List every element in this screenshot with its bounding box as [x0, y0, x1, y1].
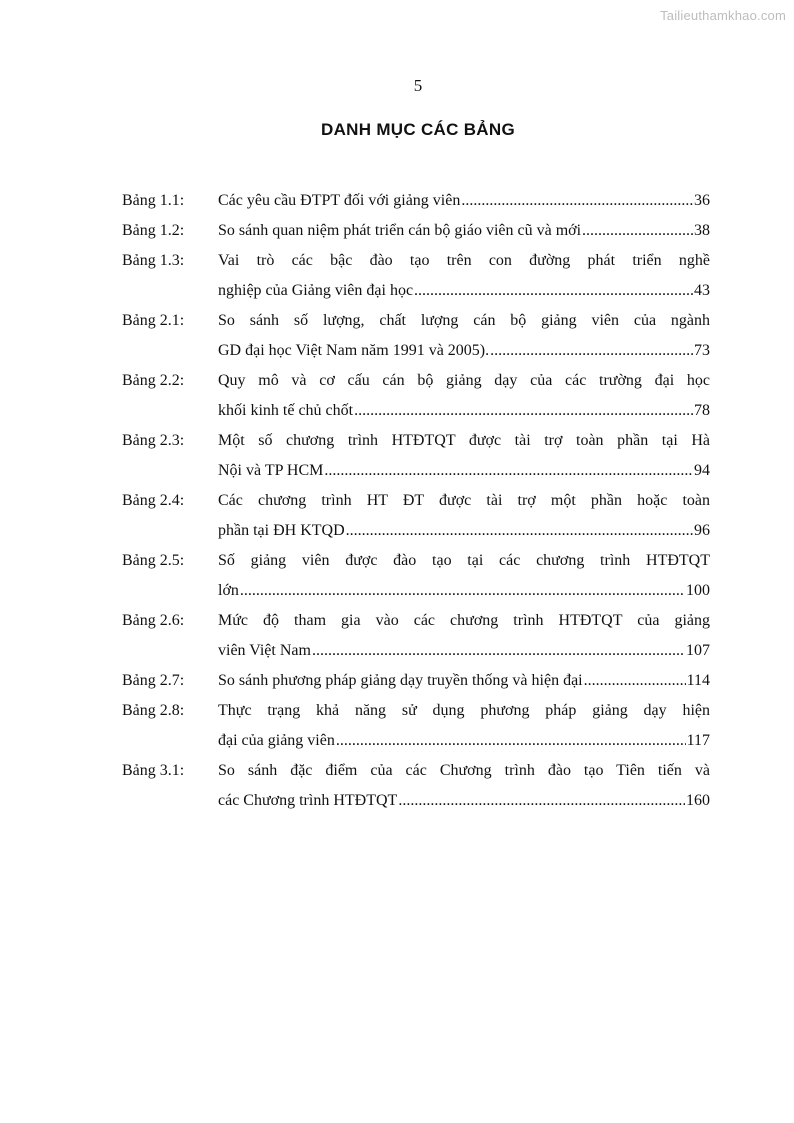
entry-title-end: Nội và TP HCM — [218, 462, 324, 479]
entry-label: Bảng 2.7: — [122, 672, 185, 689]
entry-title-end: GD đại học Việt Nam năm 1991 và 2005). — [218, 342, 490, 359]
toc-entry-5[interactable] — [122, 366, 710, 426]
toc-entry-2[interactable] — [122, 216, 710, 246]
entry-label: Bảng 3.1: — [122, 762, 185, 779]
entry-title-line: Các chương trình HT ĐT được tài trợ một phần hoặc toàn — [218, 492, 710, 509]
entry-title-line: So sánh đặc điểm của các Chương trình đào tạo Tiên tiến và — [218, 762, 710, 779]
dot-leader — [414, 276, 693, 306]
entry-label: Bảng 2.1: — [122, 312, 185, 329]
entry-body — [218, 216, 710, 246]
entry-title-line: So sánh số lượng, chất lượng cán bộ giảng viên của ngành — [218, 312, 710, 329]
entry-title-line: Quy mô và cơ cấu cán bộ giảng dạy của các trường đại học — [218, 372, 710, 389]
entry-title-end: viên Việt Nam — [218, 642, 311, 659]
entry-page-number: 160 — [686, 792, 710, 809]
toc-entry-11[interactable] — [122, 696, 710, 756]
entry-body — [218, 696, 710, 756]
entry-body — [218, 246, 710, 306]
entry-title-end: lớn — [218, 582, 239, 599]
entry-title-end: So sánh phương pháp giảng dạy truyền thống và hiện đại — [218, 672, 583, 689]
entry-title-end: Các yêu cầu ĐTPT đối với giảng viên — [218, 192, 461, 209]
entry-body — [218, 606, 710, 666]
entry-page-number: 43 — [694, 282, 710, 299]
entry-body — [218, 186, 710, 216]
entry-last-line — [218, 396, 710, 426]
dot-leader — [324, 456, 693, 486]
entry-page-number: 36 — [694, 192, 710, 209]
entry-page-number: 114 — [686, 672, 710, 689]
entry-label: Bảng 2.5: — [122, 552, 185, 569]
entry-title-end: đại của giảng viên — [218, 732, 335, 749]
entry-label: Bảng 1.2: — [122, 222, 185, 239]
entry-last-line — [218, 186, 710, 216]
entry-page-number: 38 — [694, 222, 710, 239]
dot-leader — [490, 336, 693, 366]
entry-body — [218, 486, 710, 546]
toc-entry-6[interactable] — [122, 426, 710, 486]
entry-last-line — [218, 726, 710, 756]
entry-page-number: 100 — [686, 582, 710, 599]
toc-entry-12[interactable] — [122, 756, 710, 816]
entry-title-end: nghiệp của Giảng viên đại học — [218, 282, 414, 299]
watermark: Tailieuthamkhao.com — [660, 8, 786, 23]
entry-page-number: 96 — [694, 522, 710, 539]
entry-label: Bảng 2.3: — [122, 432, 185, 449]
dot-leader — [584, 666, 686, 696]
dot-leader — [240, 576, 685, 606]
entry-page-number: 107 — [686, 642, 710, 659]
entry-title-line: Vai trò các bậc đào tạo trên con đường phát triển nghề — [218, 252, 710, 269]
entry-title-line: Số giảng viên được đào tạo tại các chương trình HTĐTQT — [218, 552, 710, 569]
entry-body — [218, 756, 710, 816]
entry-last-line — [218, 636, 710, 666]
toc-entry-8[interactable] — [122, 546, 710, 606]
entry-label: Bảng 2.8: — [122, 702, 185, 719]
entry-title-line: Mức độ tham gia vào các chương trình HTĐTQT của giảng — [218, 612, 710, 629]
toc-entry-4[interactable] — [122, 306, 710, 366]
entry-last-line — [218, 516, 710, 546]
entry-title-end: phần tại ĐH KTQD — [218, 522, 345, 539]
entry-label: Bảng 2.6: — [122, 612, 185, 629]
entry-page-number: 94 — [694, 462, 710, 479]
dot-leader — [346, 516, 693, 546]
entry-body — [218, 546, 710, 606]
entry-title-end: So sánh quan niệm phát triển cán bộ giáo viên cũ và mới — [218, 222, 582, 239]
entry-title-end: các Chương trình HTĐTQT — [218, 792, 398, 809]
entry-last-line — [218, 576, 710, 606]
entry-label: Bảng 2.2: — [122, 372, 185, 389]
entry-last-line — [218, 216, 710, 246]
dot-leader — [336, 726, 686, 756]
table-list — [122, 186, 710, 816]
page-title: DANH MỤC CÁC BẢNG — [321, 120, 515, 139]
dot-leader — [582, 216, 693, 246]
entry-label: Bảng 1.1: — [122, 192, 185, 209]
toc-entry-3[interactable] — [122, 246, 710, 306]
entry-label: Bảng 2.4: — [122, 492, 185, 509]
toc-entry-10[interactable] — [122, 666, 710, 696]
entry-page-number: 73 — [694, 342, 710, 359]
entry-body — [218, 366, 710, 426]
entry-body — [218, 666, 710, 696]
entry-title-line: Thực trạng khả năng sử dụng phương pháp giảng dạy hiện — [218, 702, 710, 719]
entry-page-number: 78 — [694, 402, 710, 419]
dot-leader — [461, 186, 693, 216]
entry-last-line — [218, 276, 710, 306]
page-number: 5 — [413, 76, 423, 95]
toc-entry-1[interactable] — [122, 186, 710, 216]
dot-leader — [312, 636, 685, 666]
entry-last-line — [218, 786, 710, 816]
dot-leader — [354, 396, 693, 426]
toc-entry-9[interactable] — [122, 606, 710, 666]
entry-title-end: khối kinh tế chủ chốt — [218, 402, 354, 419]
dot-leader — [398, 786, 685, 816]
entry-label: Bảng 1.3: — [122, 252, 185, 269]
entry-last-line — [218, 336, 710, 366]
entry-last-line — [218, 666, 710, 696]
entry-body — [218, 426, 710, 486]
entry-title-line: Một số chương trình HTĐTQT được tài trợ toàn phần tại Hà — [218, 432, 710, 449]
toc-entry-7[interactable] — [122, 486, 710, 546]
entry-body — [218, 306, 710, 366]
entry-last-line — [218, 456, 710, 486]
entry-page-number: 117 — [686, 732, 710, 749]
